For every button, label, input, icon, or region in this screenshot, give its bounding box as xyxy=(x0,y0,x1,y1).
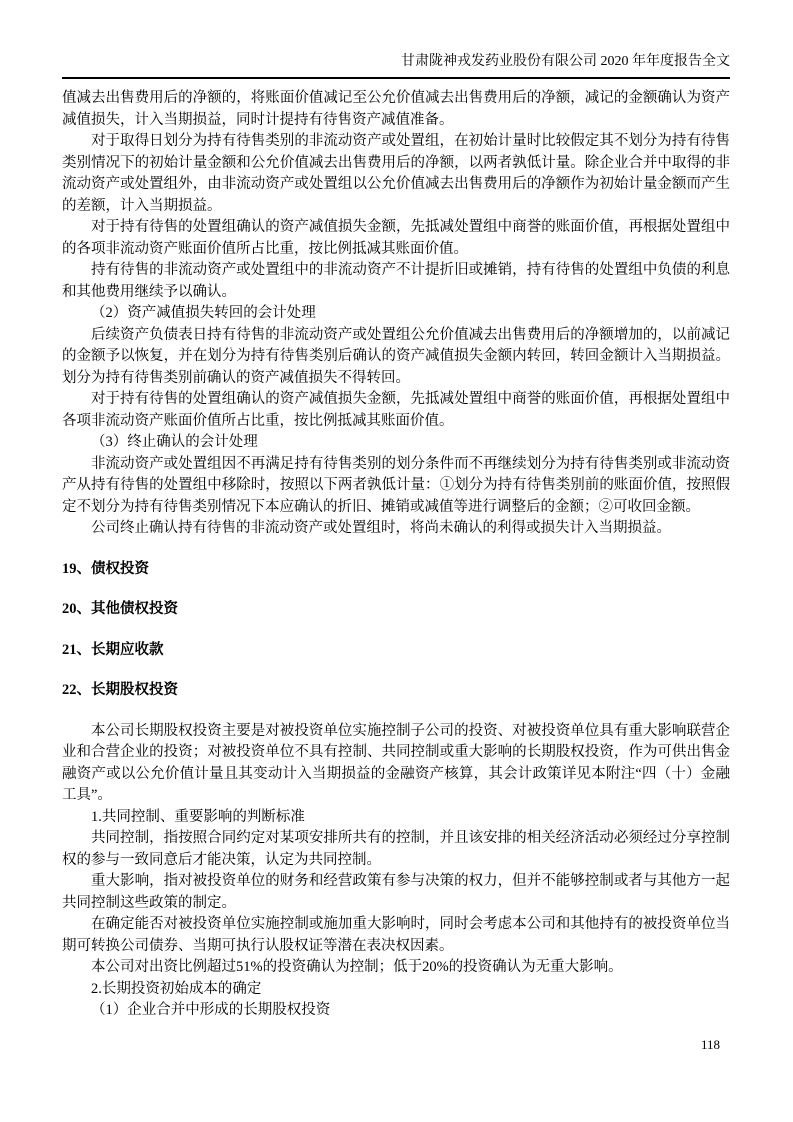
paragraph: 重大影响，指对被投资单位的财务和经营政策有参与决策的权力，但并不能够控制或者与其他方一起共同控制这些政策的制定。 xyxy=(62,873,730,911)
paragraph: 公司终止确认持有待售的非流动资产或处置组时，将尚未确认的利得或损失计入当期损益。 xyxy=(91,520,671,536)
document-body xyxy=(62,88,730,1022)
section-heading-20: 20、其他债权投资 xyxy=(62,601,178,617)
paragraph: 对于持有待售的处置组确认的资产减值损失金额，先抵减处置组中商誉的账面价值，再根据处置组中各项非流动资产账面价值所占比重，按比例抵减其账面价值。 xyxy=(62,391,730,429)
paragraph: 后续资产负债表日持有待售的非流动资产或处置组公允价值减去出售费用后的净额增加的，以前减记的金额予以恢复，并在划分为持有待售类别后确认的资产减值损失金额内转回，转回金额计入当期损益。划分为持有待售类别前确认的资产减值损失不得转回。 xyxy=(62,326,730,386)
section-heading-19: 19、债权投资 xyxy=(62,560,149,577)
paragraph: 共同控制，指按照合同约定对某项安排所共有的控制，并且该安排的相关经济活动必须经过分享控制权的参与一致同意后才能决策，认定为共同控制。 xyxy=(62,830,730,868)
paragraph: 本公司长期股权投资主要是对被投资单位实施控制子公司的投资、对被投资单位具有重大影响联营企业和合营企业的投资；对被投资单位不具有控制、共同控制或重大影响的长期股权投资，作为可供出售金融资产或以公允价值计量且其变动计入当期损益的金融资产核算，其会计政策详见本附注“四（十）金融工具”。 xyxy=(62,722,730,803)
list-item: （3）终止确认的会计处理 xyxy=(91,434,258,450)
report-title: 甘肃陇神戎发药业股份有限公司 2020 年年度报告全文 xyxy=(401,54,730,69)
section-heading-21: 21、长期应收款 xyxy=(62,641,164,658)
paragraph: 持有待售的非流动资产或处置组中的非流动资产不计提折旧或摊销，持有待售的处置组中负债的利息和其他费用继续予以确认。 xyxy=(62,262,730,300)
page-header xyxy=(62,54,730,79)
section-heading-22: 22、长期股权投资 xyxy=(62,682,178,698)
paragraph: 在确定能否对被投资单位实施控制或施加重大影响时，同时会考虑本公司和其他持有的被投资单位当期可转换公司债券、当期可执行认股权证等潜在表决权因素。 xyxy=(62,916,730,954)
paragraph: 对于取得日划分为持有待售类别的非流动资产或处置组，在初始计量时比较假定其不划分为持有待售类别情况下的初始计量金额和公允价值减去出售费用后的净额，以两者孰低计量。除企业合并中取得的非流动资产或处置组外，由非流动资产或处置组以公允价值减去出售费用后的净额作为初始计量金额而产生的差额，计入当期损益。 xyxy=(62,133,730,214)
list-item: 2.长期投资初始成本的确定 xyxy=(91,980,262,997)
list-item: （1）企业合并中形成的长期股权投资 xyxy=(91,1002,331,1018)
paragraph: 值减去出售费用后的净额的，将账面价值减记至公允价值减去出售费用后的净额，减记的金额确认为资产减值损失，计入当期损益，同时计提持有待售资产减值准备。 xyxy=(62,90,730,128)
paragraph: 对于持有待售的处置组确认的资产减值损失金额，先抵减处置组中商誉的账面价值，再根据处置组中的各项非流动资产账面价值所占比重，按比例抵减其账面价值。 xyxy=(62,219,730,257)
paragraph: 非流动资产或处置组因不再满足持有待售类别的划分条件而不再继续划分为持有待售类别或非流动资产从持有待售的处置组中移除时，按照以下两者孰低计量：①划分为持有待售类别前的账面价值，按照假定不划分为持有待售类别情况下本应确认的折旧、摊销或减值等进行调整后的金额；②可收回金额。 xyxy=(62,455,730,515)
list-item: 1.共同控制、重要影响的判断标准 xyxy=(91,808,305,825)
list-item: （2）资产减值损失转回的会计处理 xyxy=(91,305,316,321)
paragraph: 本公司对出资比例超过51%的投资确认为控制；低于20%的投资确认为无重大影响。 xyxy=(91,959,623,975)
page-number: 118 xyxy=(700,1037,720,1052)
